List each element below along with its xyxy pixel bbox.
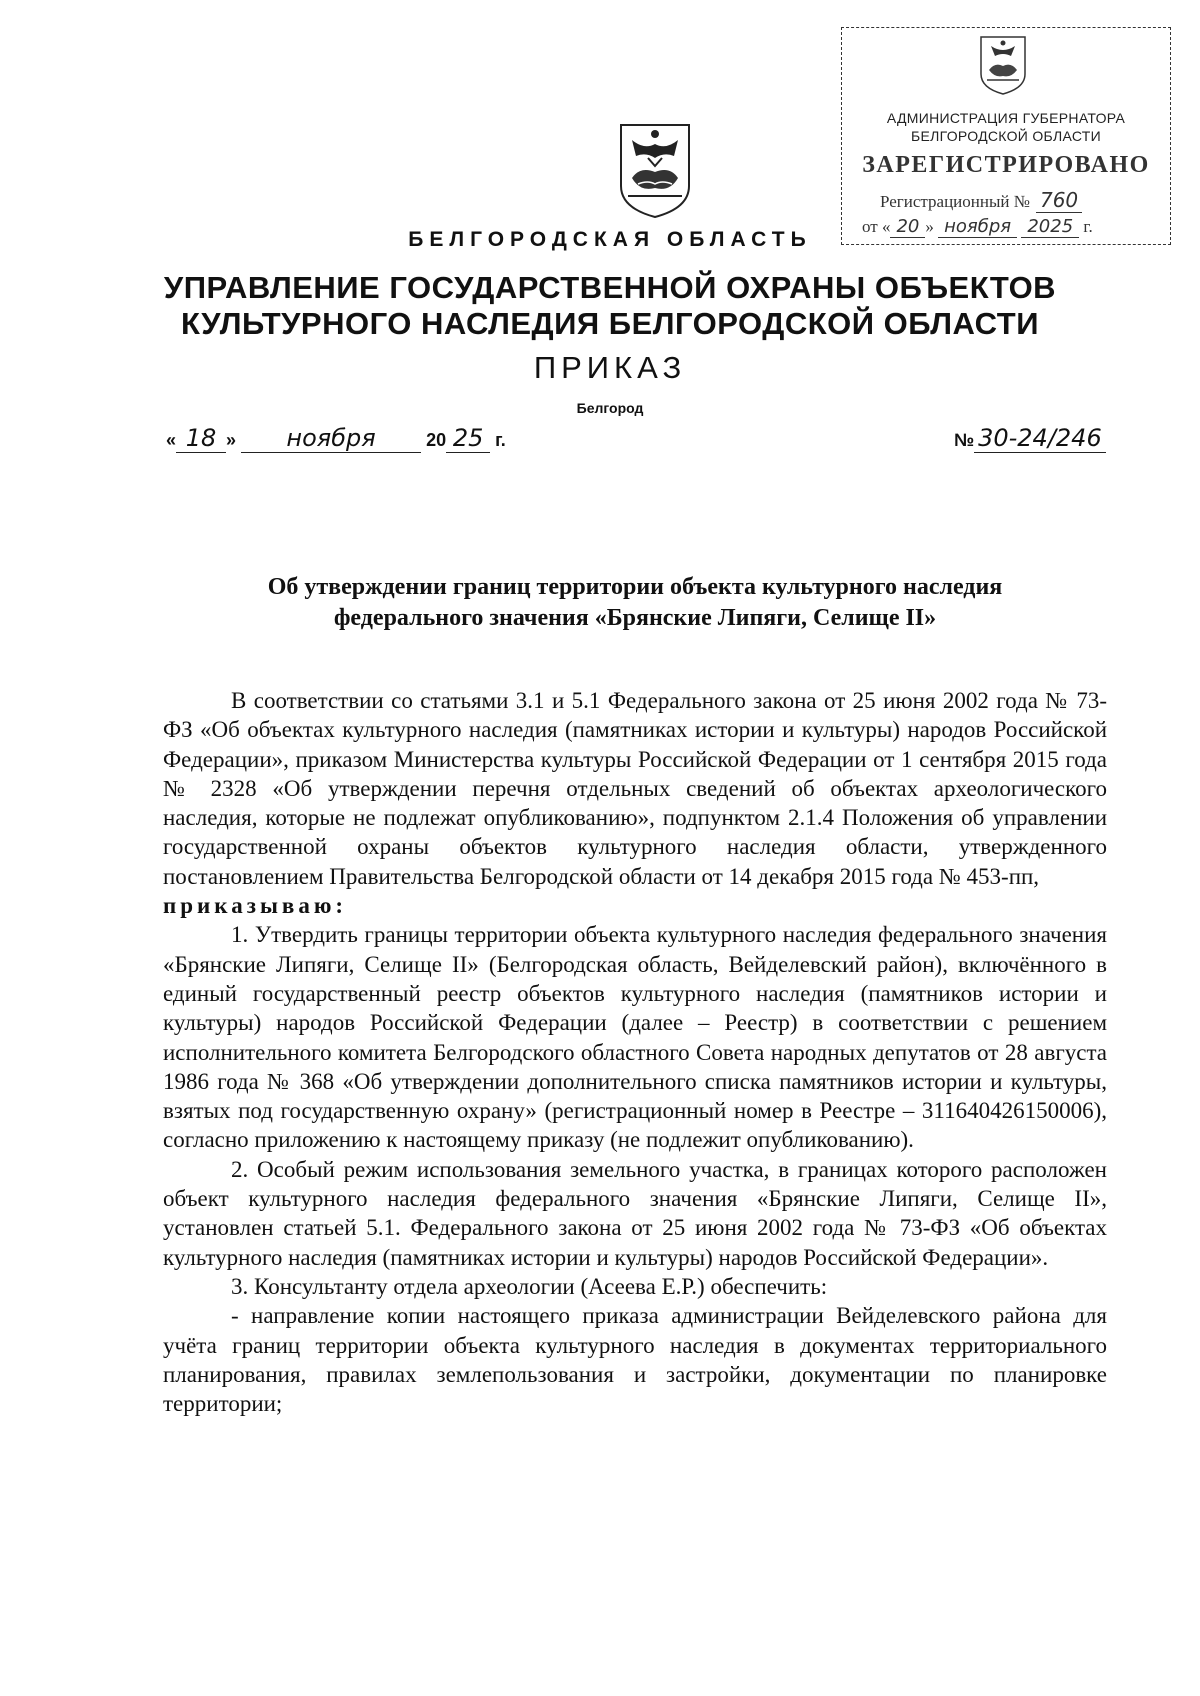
heading-line: Об утверждении границ территории объекта культурного наследия (267, 574, 1003, 600)
body-paragraph: 1. Утвердить границы территории объекта культурного наследия федерального значения «Брянские Липяги, Селище II» (Белгородская область, Вейделевский район), включённого в единый государственный реестр объектов культурного наследия (памятников истории и культуры) народов Российской Федерации (далее – Реестр) в соответствии с решением исполнительного комитета Белгородского областного Совета народных депутатов от 28 августа 1986 года № 368 «Об утверждении дополнительного списка памятников истории и культуры, взятых под государственную охрану» (регистрационный номер в Реестре – 311640426150006), согласно приложению к настоящему приказу (не подлежит опубликованию). (163, 922, 1107, 1153)
city-name: Белгород (576, 400, 644, 416)
order-year-end: г. (495, 430, 506, 450)
order-day: 18 (176, 424, 226, 453)
body-paragraph: - направление копии настоящего приказа администрации Вейделевского района для учёта границ территории объекта культурного наследия в документах территориального планирования, правилах землепользования и застройки, документации по планировке территории; (163, 1303, 1107, 1417)
stamp-date-year: 2025 (1021, 216, 1079, 238)
stamp-date-month: ноября (938, 216, 1017, 238)
stamp-org-line: БЕЛГОРОДСКОЙ ОБЛАСТИ (911, 128, 1101, 144)
body-paragraph: 3. Консультанту отдела археологии (Асеева Е.Р.) обеспечить: (231, 1273, 828, 1299)
department-name-line: УПРАВЛЕНИЕ ГОСУДАРСТВЕННОЙ ОХРАНЫ ОБЪЕКТОВ (163, 270, 1057, 305)
body-paragraph: В соответствии со статьями 3.1 и 5.1 Федерального закона от 25 июня 2002 года № 73-ФЗ «Об объектах культурного наследия (памятниках истории и культуры) народов Российской Федерации», приказом Министерства культуры Российской Федерации от 1 сентября 2015 года № 2328 «Об утверждении перечня отдельных сведений об объектах археологического наследия, которые не подлежат опубликованию», подпунктом 2.1.4 Положения об управлении государственной охраны объектов культурного наследия области, утвержденного постановлением Правительства Белгородской области от 14 декабря 2015 года № 453-пп, (163, 688, 1107, 889)
stamp-regnum-value: 760 (1036, 188, 1082, 213)
decree-word: приказываю: (163, 893, 348, 919)
registration-stamp (841, 27, 1171, 245)
coat-of-arms-icon (618, 122, 692, 220)
order-date (166, 424, 506, 453)
stamp-regnum-label: Регистрационный № (880, 192, 1030, 211)
date-open-quote: « (166, 430, 177, 450)
region-name: БЕЛГОРОДСКАЯ ОБЛАСТЬ (408, 228, 812, 251)
stamp-date-mid: » (925, 217, 934, 236)
order-number-value: 30-24/246 (974, 424, 1106, 453)
document-heading (160, 572, 1110, 634)
order-month: ноября (241, 424, 421, 453)
coat-of-arms-icon (977, 34, 1029, 96)
order-year-suffix: 25 (446, 424, 490, 453)
document-body (163, 686, 1107, 1418)
stamp-date-suffix: г. (1083, 217, 1093, 236)
body-paragraph: 2. Особый режим использования земельного участка, в границах которого расположен объект культурного наследия федерального значения «Брянские Липяги, Селище II», установлен статьей 5.1. Федерального закона от 25 июня 2002 года № 73-ФЗ «Об объектах культурного наследия (памятниках истории и культуры) народов Российской Федерации». (163, 1156, 1107, 1270)
order-number (954, 424, 1106, 453)
order-year-prefix: 20 (426, 430, 447, 450)
order-title: ПРИКАЗ (533, 350, 687, 385)
heading-line: федерального значения «Брянские Липяги, Селище II» (333, 605, 937, 631)
order-number-label: № (954, 430, 975, 450)
stamp-date-prefix: от « (862, 217, 891, 236)
stamp-date-day: 20 (890, 216, 925, 238)
stamp-org-line: АДМИНИСТРАЦИЯ ГУБЕРНАТОРА (886, 110, 1126, 126)
date-close-quote: » (226, 430, 237, 450)
department-name-line: КУЛЬТУРНОГО НАСЛЕДИЯ БЕЛГОРОДСКОЙ ОБЛАСТИ (181, 306, 1039, 341)
stamp-registered-label: ЗАРЕГИСТРИРОВАНО (862, 152, 1150, 178)
stamp-registration-number (880, 188, 1082, 212)
